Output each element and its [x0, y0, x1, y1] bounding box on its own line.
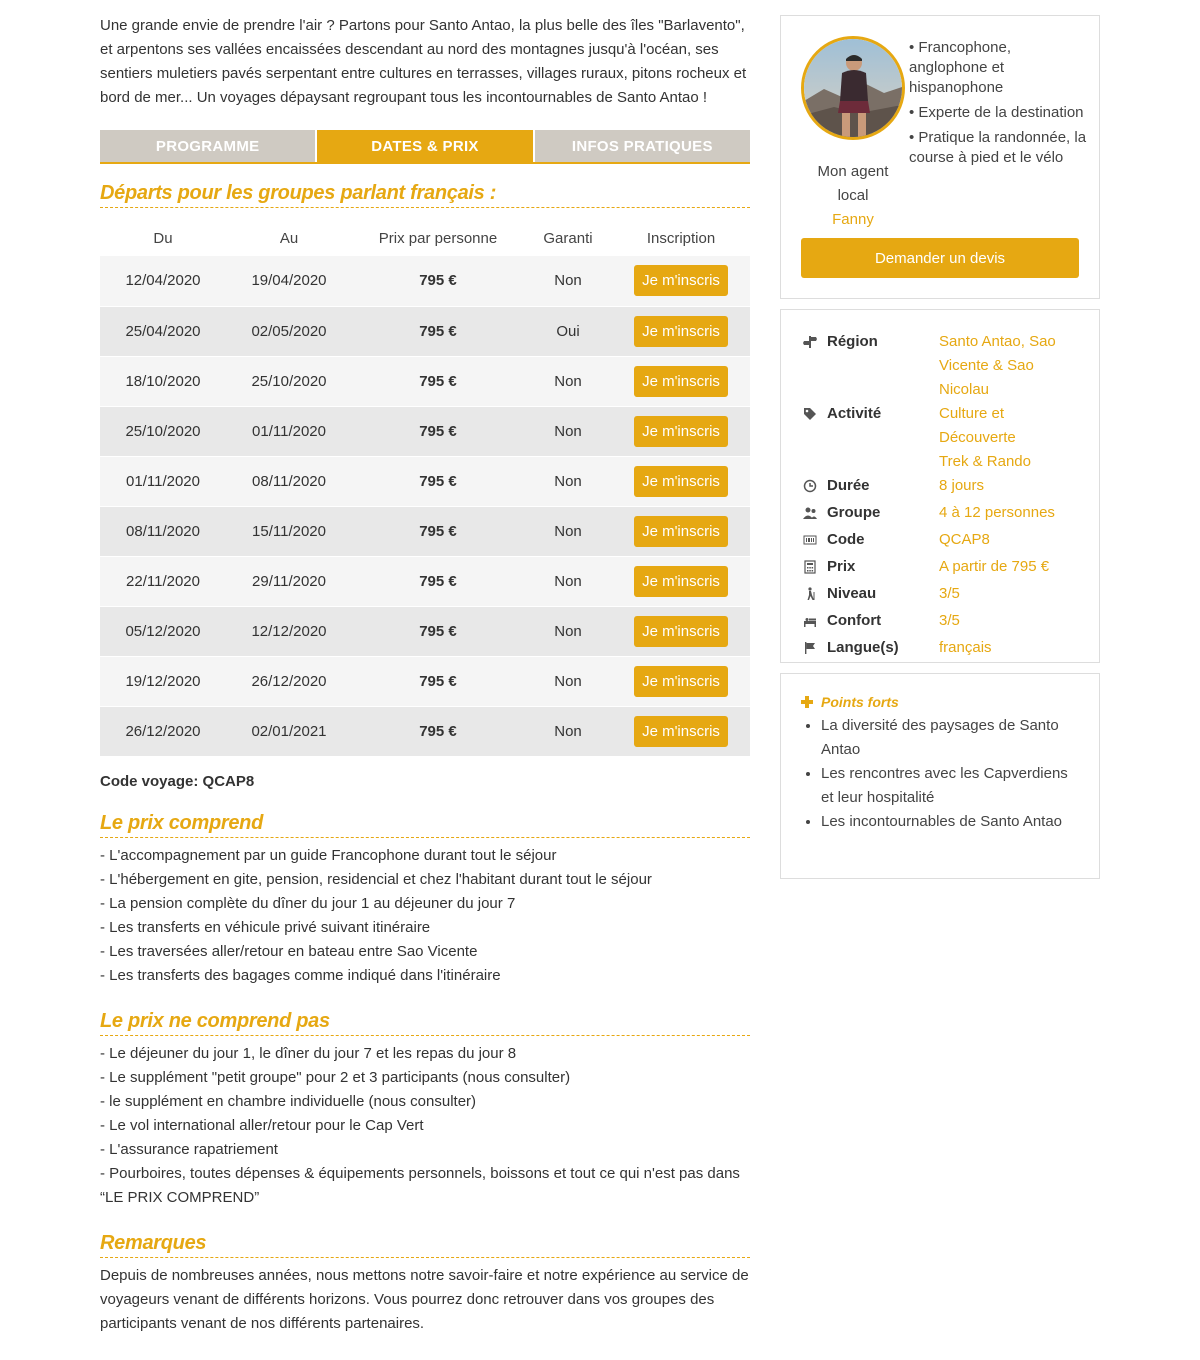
- agent-avatar: [801, 36, 905, 140]
- table-row: [100, 256, 750, 306]
- clock-icon: [803, 479, 817, 493]
- list-item: - L'hébergement en gite, pension, residencial et chez l'habitant durant tout le séjour: [100, 870, 652, 888]
- request-quote-button[interactable]: Demander un devis: [801, 238, 1079, 278]
- cell-price: 795 €: [352, 456, 524, 506]
- cell-registration: [612, 706, 750, 756]
- cell-price: 795 €: [352, 406, 524, 456]
- flag-icon: [803, 641, 817, 655]
- table-row: [100, 706, 750, 756]
- info-value[interactable]: Culture et Découverte Trek & Rando: [939, 405, 1031, 470]
- list-item: - Le vol international aller/retour pour le Cap Vert: [100, 1116, 424, 1134]
- cell-from: 05/12/2020: [100, 606, 226, 656]
- info-row-group: [803, 501, 1083, 528]
- tab-programme[interactable]: PROGRAMME: [100, 130, 315, 162]
- table-row: [100, 656, 750, 706]
- cell-guaranteed: Non: [524, 556, 612, 606]
- info-key: Langue(s): [827, 639, 899, 656]
- cell-to: 15/11/2020: [226, 506, 352, 556]
- info-key: Région: [827, 333, 878, 350]
- list-item: • Les rencontres avec les Capverdiens et leur hospitalité: [821, 762, 1081, 810]
- barcode-icon: [803, 533, 817, 547]
- signpost-icon: [803, 335, 817, 349]
- info-key: Groupe: [827, 504, 881, 521]
- register-button[interactable]: Je m'inscris: [634, 265, 728, 296]
- register-button[interactable]: Je m'inscris: [634, 616, 728, 647]
- cell-registration: [612, 606, 750, 656]
- list-item: - Pourboires, toutes dépenses & équipements personnels, boissons et tout ce qui n'est pas dans “LE PRIX COMPREND”: [100, 1164, 740, 1206]
- register-button[interactable]: Je m'inscris: [634, 466, 728, 497]
- table-header-row: [100, 220, 750, 256]
- cell-to: 26/12/2020: [226, 656, 352, 706]
- info-key: Prix: [827, 558, 856, 575]
- code-voyage: Code voyage: QCAP8: [100, 772, 255, 790]
- cell-price: 795 €: [352, 506, 524, 556]
- departures-body: [100, 256, 750, 756]
- cell-guaranteed: Oui: [524, 306, 612, 356]
- remarks-title: Remarques: [100, 1232, 750, 1258]
- table-row: [100, 356, 750, 406]
- cell-price: 795 €: [352, 256, 524, 306]
- info-value: français: [939, 639, 992, 656]
- agent-point: • Experte de la destination: [909, 104, 1084, 121]
- cell-to: 02/05/2020: [226, 306, 352, 356]
- list-item: - le supplément en chambre individuelle (nous consulter): [100, 1092, 477, 1110]
- list-item: - Les transferts en véhicule privé suivant itinéraire: [100, 918, 431, 936]
- agent-point: • Pratique la randonnée, la course à pied et le vélo: [909, 129, 1087, 166]
- info-value: 8 jours: [939, 477, 985, 494]
- departures-title: Départs pour les groupes parlant français :: [100, 182, 750, 208]
- register-button[interactable]: Je m'inscris: [634, 666, 728, 697]
- agent-name[interactable]: Fanny: [832, 211, 874, 228]
- register-button[interactable]: Je m'inscris: [634, 366, 728, 397]
- agent-label: Mon agent local: [817, 163, 889, 204]
- cell-price: 795 €: [352, 706, 524, 756]
- cell-to: 08/11/2020: [226, 456, 352, 506]
- cell-guaranteed: Non: [524, 256, 612, 306]
- list-item: • Les incontournables de Santo Antao: [821, 810, 1081, 834]
- excludes-title: Le prix ne comprend pas: [100, 1010, 750, 1036]
- cell-price: 795 €: [352, 356, 524, 406]
- departures-table: [100, 220, 750, 757]
- list-item: - Le supplément "petit groupe" pour 2 et 3 participants (nous consulter): [100, 1068, 571, 1086]
- header-guaranteed: Garanti: [543, 229, 593, 247]
- cell-to: 25/10/2020: [226, 356, 352, 406]
- bed-icon: [803, 614, 817, 628]
- table-row: [100, 506, 750, 556]
- cell-to: 12/12/2020: [226, 606, 352, 656]
- info-value: 3/5: [939, 585, 960, 602]
- cell-price: 795 €: [352, 306, 524, 356]
- list-item: - L'assurance rapatriement: [100, 1140, 278, 1158]
- info-key: Durée: [827, 477, 870, 494]
- cell-registration: [612, 506, 750, 556]
- group-icon: [803, 506, 817, 520]
- register-button[interactable]: Je m'inscris: [634, 566, 728, 597]
- cell-price: 795 €: [352, 606, 524, 656]
- cell-guaranteed: Non: [524, 606, 612, 656]
- cell-from: 01/11/2020: [100, 456, 226, 506]
- plus-icon: [801, 696, 813, 708]
- cell-registration: [612, 256, 750, 306]
- header-from: Du: [153, 229, 173, 247]
- includes-list: [100, 844, 750, 988]
- table-row: [100, 456, 750, 506]
- info-key: Confort: [827, 612, 882, 629]
- info-row-comfort: [803, 609, 1083, 636]
- tag-icon: [803, 407, 817, 421]
- info-row-region: [803, 330, 1083, 402]
- cell-registration: [612, 556, 750, 606]
- info-row-duration: [803, 474, 1083, 501]
- cell-guaranteed: Non: [524, 456, 612, 506]
- highlights-list: [821, 714, 1081, 834]
- cell-guaranteed: Non: [524, 356, 612, 406]
- register-button[interactable]: Je m'inscris: [634, 516, 728, 547]
- intro-text: Une grande envie de prendre l'air ? Partons pour Santo Antao, la plus belle des îles "Barlavento", et arpentons ses vallées encaissées descendant au nord des montagnes jusqu'à l'océan, ses sentiers muletiers pavés serpentant entre cultures en terrasses, villages ruraux, pitons rocheux et bord de mer... Un voyages dépaysant regroupant tous les incontournables de Santo Antao !: [100, 17, 747, 106]
- cell-to: 29/11/2020: [226, 556, 352, 606]
- cell-guaranteed: Non: [524, 706, 612, 756]
- header-price: Prix par personne: [378, 229, 498, 247]
- agent-points: [909, 38, 1089, 173]
- info-value[interactable]: Santo Antao, Sao Vicente & Sao Nicolau: [939, 333, 1056, 398]
- agent-card: [780, 15, 1100, 299]
- cell-price: 795 €: [352, 656, 524, 706]
- info-value: QCAP8: [939, 531, 990, 548]
- cell-registration: [612, 406, 750, 456]
- main-content: [100, 14, 750, 1336]
- cell-guaranteed: Non: [524, 406, 612, 456]
- table-row: [100, 406, 750, 456]
- hiker-icon: [803, 587, 817, 601]
- tab-dates-prix[interactable]: DATES & PRIX: [317, 130, 532, 162]
- info-value: 4 à 12 personnes: [939, 504, 1055, 521]
- header-to: Au: [279, 229, 299, 247]
- remarks-text: Depuis de nombreuses années, nous mettons notre savoir-faire et notre expérience au service de voyageurs venant de différents horizons. Vous pourrez donc retrouver dans vos groupes des participants venant de nos différents partenaires.: [100, 1266, 749, 1332]
- cell-from: 19/12/2020: [100, 656, 226, 706]
- info-value: 3/5: [939, 612, 960, 629]
- includes-title: Le prix comprend: [100, 812, 750, 838]
- list-item: - L'accompagnement par un guide Francophone durant tout le séjour: [100, 846, 557, 864]
- cell-registration: [612, 306, 750, 356]
- list-item: • La diversité des paysages de Santo Antao: [821, 714, 1081, 762]
- cell-price: 795 €: [352, 556, 524, 606]
- calculator-icon: [803, 560, 817, 574]
- header-registration: Inscription: [646, 229, 716, 247]
- info-key: Activité: [827, 405, 882, 422]
- register-button[interactable]: Je m'inscris: [634, 716, 728, 747]
- info-row-level: [803, 582, 1083, 609]
- register-button[interactable]: Je m'inscris: [634, 416, 728, 447]
- register-button[interactable]: Je m'inscris: [634, 316, 728, 347]
- trip-info-card: [780, 309, 1100, 663]
- info-row-activity: [803, 402, 1083, 474]
- list-item: - Les traversées aller/retour en bateau entre Sao Vicente: [100, 942, 478, 960]
- cell-to: 19/04/2020: [226, 256, 352, 306]
- agent-point: • Francophone, anglophone et hispanophone: [909, 39, 1011, 96]
- cell-from: 26/12/2020: [100, 706, 226, 756]
- info-row-code: [803, 528, 1083, 555]
- agent-caption: [803, 160, 903, 232]
- cell-to: 02/01/2021: [226, 706, 352, 756]
- cell-from: 12/04/2020: [100, 256, 226, 306]
- cell-to: 01/11/2020: [226, 406, 352, 456]
- cell-from: 22/11/2020: [100, 556, 226, 606]
- cell-from: 25/10/2020: [100, 406, 226, 456]
- info-key: Code: [827, 531, 865, 548]
- list-item: - Le déjeuner du jour 1, le dîner du jour 7 et les repas du jour 8: [100, 1044, 517, 1062]
- cell-registration: [612, 456, 750, 506]
- cell-from: 08/11/2020: [100, 506, 226, 556]
- highlights-header: [801, 694, 899, 710]
- list-item: - La pension complète du dîner du jour 1 au déjeuner du jour 7: [100, 894, 516, 912]
- info-value: A partir de 795 €: [939, 558, 1050, 575]
- cell-from: 25/04/2020: [100, 306, 226, 356]
- info-row-language: [803, 636, 1083, 663]
- cell-registration: [612, 656, 750, 706]
- tab-infos-pratiques[interactable]: INFOS PRATIQUES: [535, 130, 750, 162]
- info-key: Niveau: [827, 585, 877, 602]
- highlights-title: Points forts: [821, 694, 899, 710]
- tab-bar: [100, 130, 750, 164]
- cell-registration: [612, 356, 750, 406]
- cell-guaranteed: Non: [524, 656, 612, 706]
- table-row: [100, 556, 750, 606]
- cell-guaranteed: Non: [524, 506, 612, 556]
- cell-from: 18/10/2020: [100, 356, 226, 406]
- list-item: - Les transferts des bagages comme indiqué dans l'itinéraire: [100, 966, 501, 984]
- trip-info-table: [803, 330, 1083, 663]
- highlights-card: [780, 673, 1100, 879]
- excludes-list: [100, 1042, 750, 1210]
- table-row: [100, 306, 750, 356]
- table-row: [100, 606, 750, 656]
- info-row-price: [803, 555, 1083, 582]
